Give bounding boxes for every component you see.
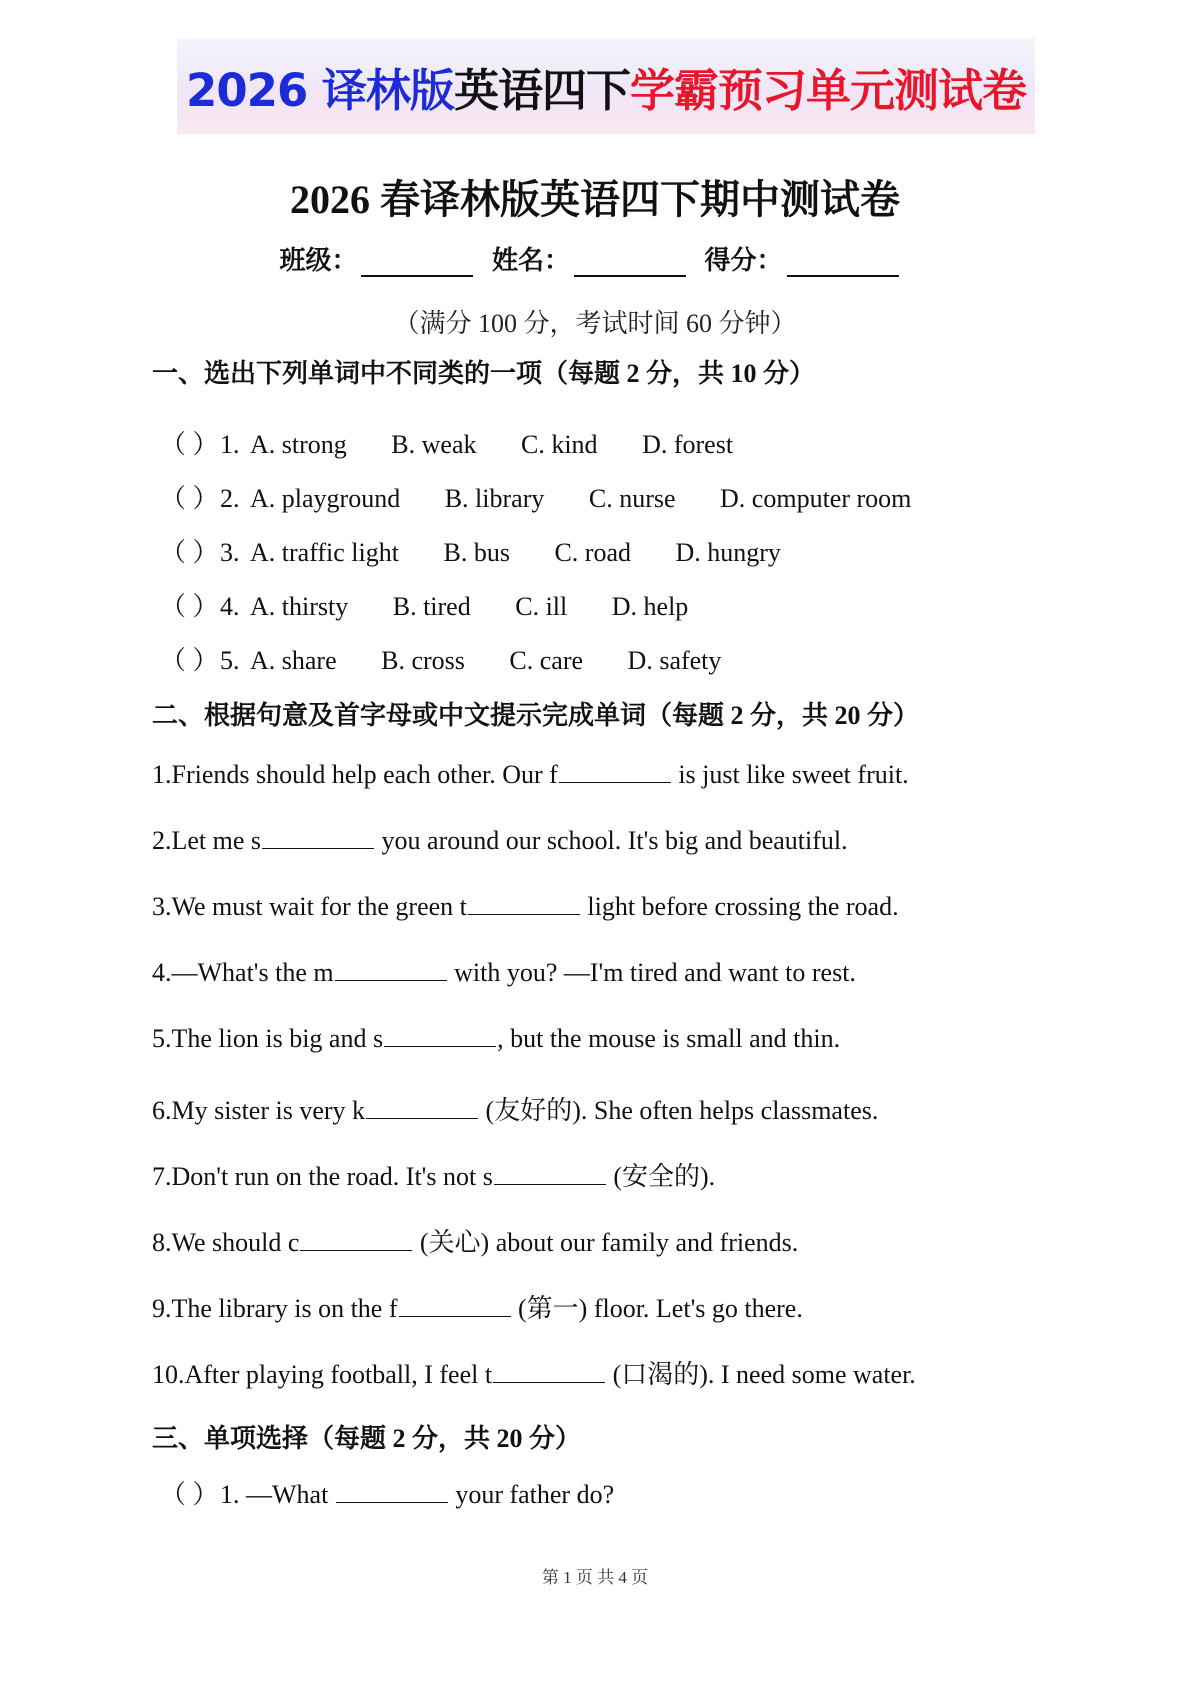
- option-b: B. cross: [381, 646, 465, 675]
- s2-question-5: [152, 1024, 840, 1054]
- answer-blank[interactable]: [493, 1360, 605, 1383]
- option-a: A. strong: [250, 430, 347, 459]
- answer-blank[interactable]: [468, 892, 580, 915]
- s1-question-4: [160, 586, 688, 623]
- option-b: B. tired: [392, 592, 471, 621]
- s2-question-2: [152, 826, 848, 856]
- s2-question-6: [152, 1090, 878, 1127]
- sentence-start: 3.We must wait for the green t: [152, 892, 467, 921]
- option-b: B. library: [444, 484, 545, 513]
- option-d: D. forest: [642, 430, 734, 459]
- score-blank[interactable]: [787, 251, 899, 277]
- sentence-start: 5.The lion is big and s: [152, 1024, 384, 1053]
- sentence-start: 2.Let me s: [152, 826, 262, 855]
- section3-heading: 三、单项选择（每题 2 分，共 20 分）: [152, 1424, 582, 1453]
- answer-blank[interactable]: [366, 1096, 478, 1119]
- option-c: C. road: [554, 538, 631, 567]
- score-label: 得分：: [704, 246, 783, 275]
- sentence-end: (口渴的). I need some water.: [606, 1360, 916, 1389]
- option-a: A. thirsty: [250, 592, 349, 621]
- sentence-end: you around our school. It's big and beautiful.: [375, 826, 848, 855]
- sentence-end: with you? —I'm tired and want to rest.: [447, 958, 856, 987]
- answer-blank[interactable]: [262, 826, 374, 849]
- question-number: 2.: [220, 484, 240, 513]
- banner-part2: 英语四下: [453, 63, 630, 117]
- answer-paren[interactable]: （ ）: [160, 592, 219, 621]
- answer-paren[interactable]: （ ）: [160, 1480, 219, 1509]
- answer-blank[interactable]: [399, 1294, 511, 1317]
- answer-blank[interactable]: [494, 1162, 606, 1185]
- sentence-start: 9.The library is on the f: [152, 1294, 398, 1323]
- sentence-end: , but the mouse is small and thin.: [497, 1024, 841, 1053]
- class-label: 班级：: [279, 246, 358, 275]
- answer-paren[interactable]: （ ）: [160, 484, 219, 513]
- option-a: A. playground: [250, 484, 401, 513]
- sentence-start: 10.After playing football, I feel t: [152, 1360, 493, 1389]
- sentence-end: light before crossing the road.: [580, 892, 899, 921]
- banner-part1: 2026 译林版: [186, 63, 454, 117]
- option-d: D. computer room: [720, 484, 912, 513]
- sentence-start: 4.—What's the m: [152, 958, 334, 987]
- option-c: C. kind: [520, 430, 598, 459]
- option-d: D. hungry: [675, 538, 781, 567]
- option-d: D. safety: [627, 646, 722, 675]
- sentence-end: (安全的).: [606, 1162, 716, 1191]
- answer-blank[interactable]: [559, 760, 671, 783]
- option-a: A. share: [250, 646, 337, 675]
- answer-paren[interactable]: （ ）: [160, 538, 219, 567]
- option-c: C. ill: [515, 592, 568, 621]
- s2-question-1: [152, 760, 909, 790]
- student-info-line: [0, 240, 1190, 277]
- answer-blank[interactable]: [384, 1024, 496, 1047]
- answer-blank[interactable]: [300, 1228, 412, 1251]
- name-blank[interactable]: [574, 251, 686, 277]
- question-number: 4.: [220, 592, 240, 621]
- s2-question-9: [152, 1288, 803, 1325]
- sentence-start: 1. —What: [220, 1480, 335, 1509]
- s1-question-3: [160, 532, 781, 569]
- option-c: C. care: [509, 646, 584, 675]
- sentence-end: (友好的). She often helps classmates.: [479, 1096, 879, 1125]
- answer-blank[interactable]: [336, 1480, 448, 1503]
- option-d: D. help: [611, 592, 689, 621]
- question-number: 3.: [220, 538, 240, 567]
- s2-question-3: [152, 892, 899, 922]
- sentence-end: your father do?: [448, 1480, 615, 1509]
- sentence-end: (第一) floor. Let's go there.: [511, 1294, 803, 1323]
- section1-heading: 一、选出下列单词中不同类的一项（每题 2 分，共 10 分）: [152, 359, 816, 388]
- answer-paren[interactable]: （ ）: [160, 430, 219, 459]
- s1-question-1: [160, 424, 733, 461]
- exam-note: （满分 100 分，考试时间 60 分钟）: [393, 309, 797, 338]
- class-blank[interactable]: [361, 251, 473, 277]
- name-label: 姓名：: [491, 246, 570, 275]
- s1-question-5: [160, 640, 721, 677]
- s2-question-4: [152, 958, 856, 988]
- section2-heading: 二、根据句意及首字母或中文提示完成单词（每题 2 分，共 20 分）: [152, 701, 920, 730]
- option-a: A. traffic light: [250, 538, 399, 567]
- s2-question-8: [152, 1222, 798, 1259]
- banner-part3: 学霸预习单元测试卷: [629, 63, 1026, 117]
- option-b: B. weak: [391, 430, 477, 459]
- s2-question-10: [152, 1354, 916, 1391]
- header-banner: [177, 38, 1035, 134]
- sentence-start: 7.Don't run on the road. It's not s: [152, 1162, 493, 1191]
- sentence-end: (关心) about our family and friends.: [413, 1228, 799, 1257]
- page-footer: 第 1 页 共 4 页: [541, 1568, 649, 1587]
- question-number: 1.: [220, 430, 240, 459]
- option-c: C. nurse: [588, 484, 676, 513]
- s3-question-1: [160, 1474, 614, 1511]
- s1-question-2: [160, 478, 911, 515]
- answer-paren[interactable]: （ ）: [160, 646, 219, 675]
- sentence-end: is just like sweet fruit.: [671, 760, 909, 789]
- sentence-start: 1.Friends should help each other. Our f: [152, 760, 558, 789]
- sentence-start: 6.My sister is very k: [152, 1096, 366, 1125]
- question-number: 5.: [220, 646, 240, 675]
- answer-blank[interactable]: [335, 958, 447, 981]
- s2-question-7: [152, 1156, 715, 1193]
- option-b: B. bus: [443, 538, 510, 567]
- sentence-start: 8.We should c: [152, 1228, 300, 1257]
- page-title: 2026 春译林版英语四下期中测试卷: [290, 177, 900, 222]
